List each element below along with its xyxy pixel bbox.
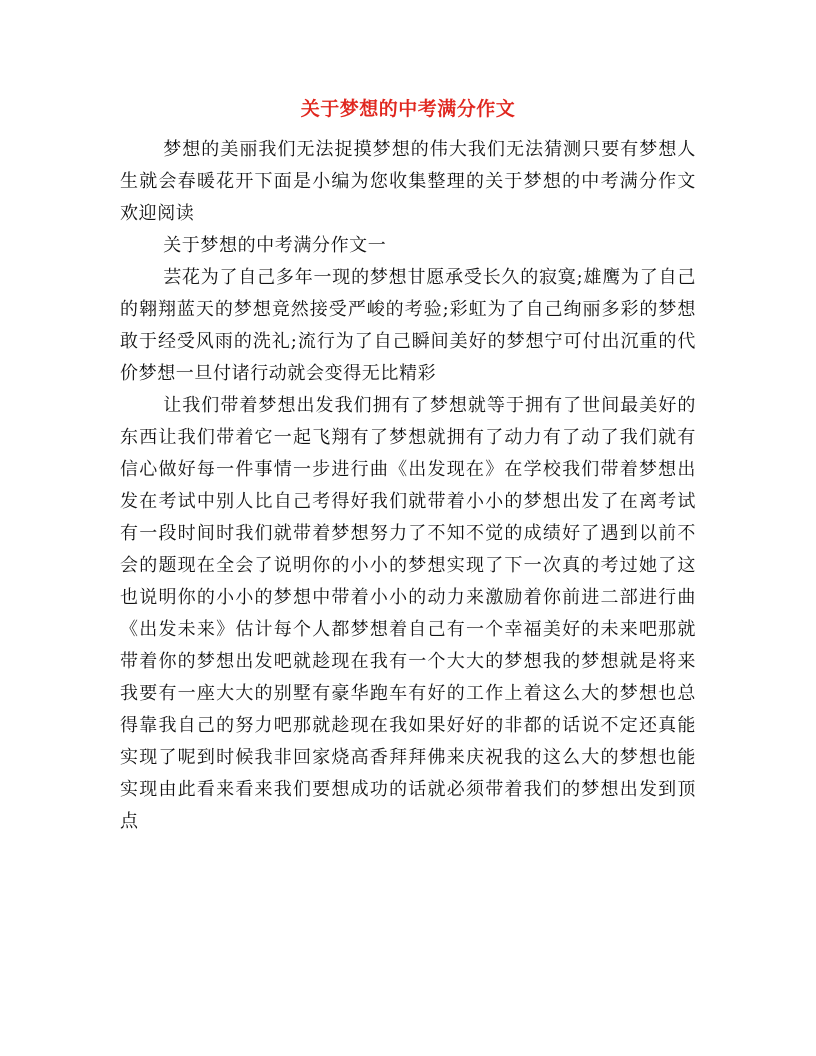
paragraph-1: 芸花为了自己多年一现的梦想甘愿承受长久的寂寞;雄鹰为了自己的翱翔蓝天的梦想竟然接受严峻的考验;彩虹为了自己绚丽多彩的梦想敢于经受风雨的洗礼;流行为了自己瞬间美好的梦想宁可付出沉重的代价梦想一旦付诸行动就会变得无比精彩 [120, 267, 696, 384]
document-body [120, 134, 696, 838]
paragraph-subheading: 关于梦想的中考满分作文一 [163, 235, 387, 256]
document-title: 关于梦想的中考满分作文 [300, 98, 516, 120]
paragraph-intro: 梦想的美丽我们无法捉摸梦想的伟大我们无法猜测只要有梦想人生就会春暖花开下面是小编为您收集整理的关于梦想的中考满分作文欢迎阅读 [120, 139, 696, 224]
paragraph-2: 让我们带着梦想出发我们拥有了梦想就等于拥有了世间最美好的东西让我们带着它一起飞翔有了梦想就拥有了动力有了动了我们就有信心做好每一件事情一步进行曲《出发现在》在学校我们带着梦想出发在考试中别人比自己考得好我们就带着小小的梦想出发了在离考试有一段时间时我们就带着梦想努力了不知不觉的成绩好了遇到以前不会的题现在全会了说明你的小小的梦想实现了下一次真的考过她了这也说明你的小小的梦想中带着小小的动力来激励着你前进二部进行曲《出发未来》估计每个人都梦想着自己有一个幸福美好的未来吧那就带着你的梦想出发吧就趁现在我有一个大大的梦想我的梦想就是将来我要有一座大大的别墅有豪华跑车有好的工作上着这么大的梦想也总得靠我自己的努力吧那就趁现在我如果好好的非都的话说不定还真能实现了呢到时候我非回家烧高香拜拜佛来庆祝我的这么大的梦想也能实现由此看来看来我们要想成功的话就必须带着我们的梦想出发到顶点 [120, 395, 696, 832]
